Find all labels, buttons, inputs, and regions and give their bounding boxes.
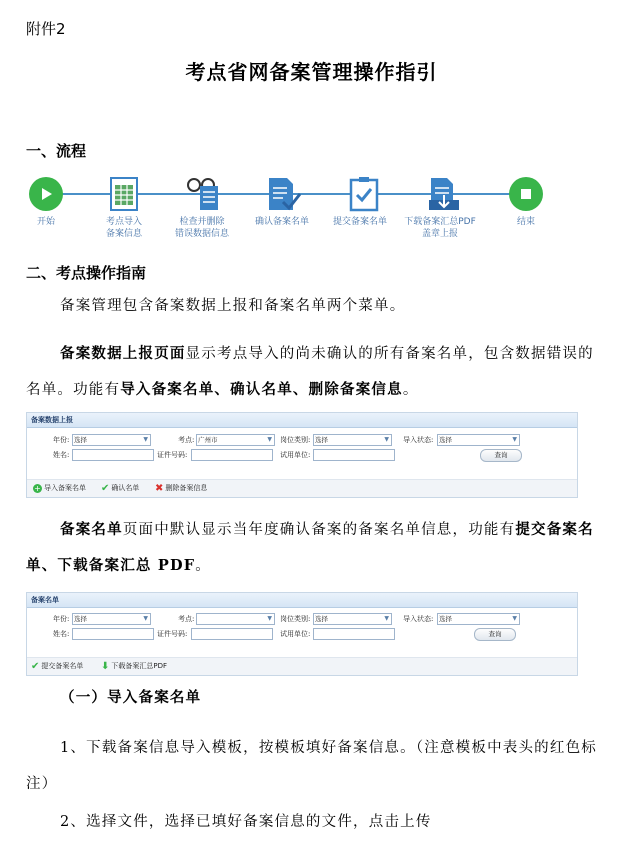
year-label: 年份: bbox=[53, 615, 70, 623]
panel-toolbar bbox=[27, 479, 577, 497]
id-input[interactable] bbox=[191, 449, 273, 461]
post-label: 岗位类别: bbox=[280, 436, 311, 444]
flow-label-import: 考点导入 备案信息 bbox=[105, 217, 142, 239]
flow-label-download: 下载备案汇总PDF 盖章上报 bbox=[404, 217, 476, 239]
id-input[interactable] bbox=[191, 628, 273, 640]
flow-label-start: 开始 bbox=[36, 217, 55, 227]
flow-diagram bbox=[26, 168, 601, 248]
post-label: 岗位类别: bbox=[280, 615, 311, 623]
check-icon: ✔ bbox=[31, 661, 40, 672]
name-input[interactable] bbox=[72, 628, 154, 640]
text-period: 。 bbox=[195, 558, 211, 574]
kd-select[interactable] bbox=[196, 613, 275, 625]
text-list-desc: 页面中默认显示当年度确认备案的备案名单信息，功能有 bbox=[122, 522, 516, 538]
panel-toolbar bbox=[27, 657, 577, 675]
import-status-label: 导入状态: bbox=[403, 436, 434, 444]
download-pdf-button[interactable]: ⬇ 下载备案汇总PDF bbox=[101, 661, 168, 672]
chevron-down-icon: ▼ bbox=[143, 436, 148, 443]
kd-label: 考点: bbox=[178, 436, 195, 444]
chevron-down-icon: ▼ bbox=[512, 615, 517, 622]
check-document-icon bbox=[264, 174, 304, 214]
kd-select[interactable]: 广州市 ▼ bbox=[196, 434, 275, 446]
post-select[interactable]: 选择 ▼ bbox=[313, 434, 392, 446]
chevron-down-icon: ▼ bbox=[384, 436, 389, 443]
id-label: 证件号码: bbox=[157, 630, 188, 638]
flow-label-confirm: 确认备案名单 bbox=[254, 217, 309, 227]
step-1-text: 1、下载备案信息导入模板，按模板填好备案信息。（注意模板中表头的红色标注） bbox=[26, 740, 597, 792]
text-period: 。 bbox=[402, 382, 419, 398]
bold-upload-page: 备案数据上报页面 bbox=[60, 345, 186, 362]
spreadsheet-icon bbox=[104, 174, 144, 214]
chevron-down-icon: ▼ bbox=[267, 436, 272, 443]
bold-list-page: 备案名单 bbox=[60, 521, 123, 538]
year-label: 年份: bbox=[53, 436, 70, 444]
import-status-select[interactable]: 选择 ▼ bbox=[437, 613, 520, 625]
attachment-label: 附件2 bbox=[26, 20, 66, 38]
query-button[interactable]: 查询 bbox=[480, 449, 522, 462]
flow-label-submit: 提交备案名单 bbox=[332, 217, 387, 227]
section-heading-guide: 二、考点操作指南 bbox=[26, 264, 147, 282]
id-label: 证件号码: bbox=[157, 451, 188, 459]
document-title: 考点省网备案管理操作指引 bbox=[185, 60, 438, 84]
name-label: 姓名: bbox=[53, 451, 70, 459]
unit-input[interactable] bbox=[313, 449, 395, 461]
query-button[interactable]: 查询 bbox=[474, 628, 516, 641]
chevron-down-icon: ▼ bbox=[143, 615, 148, 622]
flow-label-check: 检查并删除 错误数据信息 bbox=[174, 217, 229, 239]
play-icon bbox=[26, 174, 66, 214]
list-panel-screenshot bbox=[26, 592, 578, 676]
post-select[interactable]: 选择 ▼ bbox=[313, 613, 392, 625]
chevron-down-icon: ▼ bbox=[512, 436, 517, 443]
stop-icon bbox=[506, 174, 546, 214]
delete-info-button[interactable]: ✖ 删除备案信息 bbox=[155, 483, 208, 494]
paragraph-list-page bbox=[26, 512, 601, 584]
unit-label: 试用单位: bbox=[280, 630, 311, 638]
flow-label-end: 结束 bbox=[516, 217, 535, 227]
year-select[interactable]: 选择 ▼ bbox=[72, 613, 151, 625]
text-upload-desc: 显示考点导入的尚未确认的所有备案名单，包含数据错误的名单。功能有 bbox=[26, 346, 594, 398]
step-2-text: 2、选择文件，选择已填好备案信息的文件，点击上传 bbox=[60, 814, 432, 830]
chevron-down-icon: ▼ bbox=[267, 615, 272, 622]
import-status-label: 导入状态: bbox=[403, 615, 434, 623]
paragraph-intro: 备案管理包含备案数据上报和备案名单两个菜单。 bbox=[60, 298, 406, 314]
add-icon: + bbox=[34, 484, 41, 493]
unit-input[interactable] bbox=[313, 628, 395, 640]
download-document-icon bbox=[424, 174, 464, 214]
check-icon: ✔ bbox=[101, 483, 110, 494]
import-list-button[interactable]: + 导入备案名单 bbox=[34, 484, 86, 493]
chevron-down-icon: ▼ bbox=[384, 615, 389, 622]
year-select[interactable]: 选择 ▼ bbox=[72, 434, 151, 446]
confirm-list-button[interactable]: ✔ 确认名单 bbox=[101, 483, 140, 494]
name-input[interactable] bbox=[72, 449, 154, 461]
import-status-select[interactable]: 选择 ▼ bbox=[437, 434, 520, 446]
panel-title: 备案数据上报 bbox=[27, 413, 577, 428]
submit-list-button[interactable]: ✔ 提交备案名单 bbox=[31, 661, 84, 672]
bold-upload-functions: 导入备案名单、确认名单、删除备案信息 bbox=[120, 381, 403, 398]
paragraph-upload-page bbox=[26, 336, 601, 408]
kd-label: 考点: bbox=[178, 615, 195, 623]
subheading-import: （一）导入备案名单 bbox=[60, 689, 202, 706]
download-arrow-icon: ⬇ bbox=[101, 661, 110, 672]
checkbox-clipboard-icon bbox=[344, 174, 384, 214]
upload-panel-screenshot bbox=[26, 412, 578, 498]
glasses-document-icon bbox=[184, 174, 224, 214]
panel-title: 备案名单 bbox=[27, 593, 577, 608]
bold-list-functions: 提交备案名单、下载备案汇总 PDF bbox=[26, 521, 594, 574]
delete-icon: ✖ bbox=[155, 483, 164, 494]
section-heading-flow: 一、流程 bbox=[26, 142, 87, 160]
unit-label: 试用单位: bbox=[280, 451, 311, 459]
name-label: 姓名: bbox=[53, 630, 70, 638]
